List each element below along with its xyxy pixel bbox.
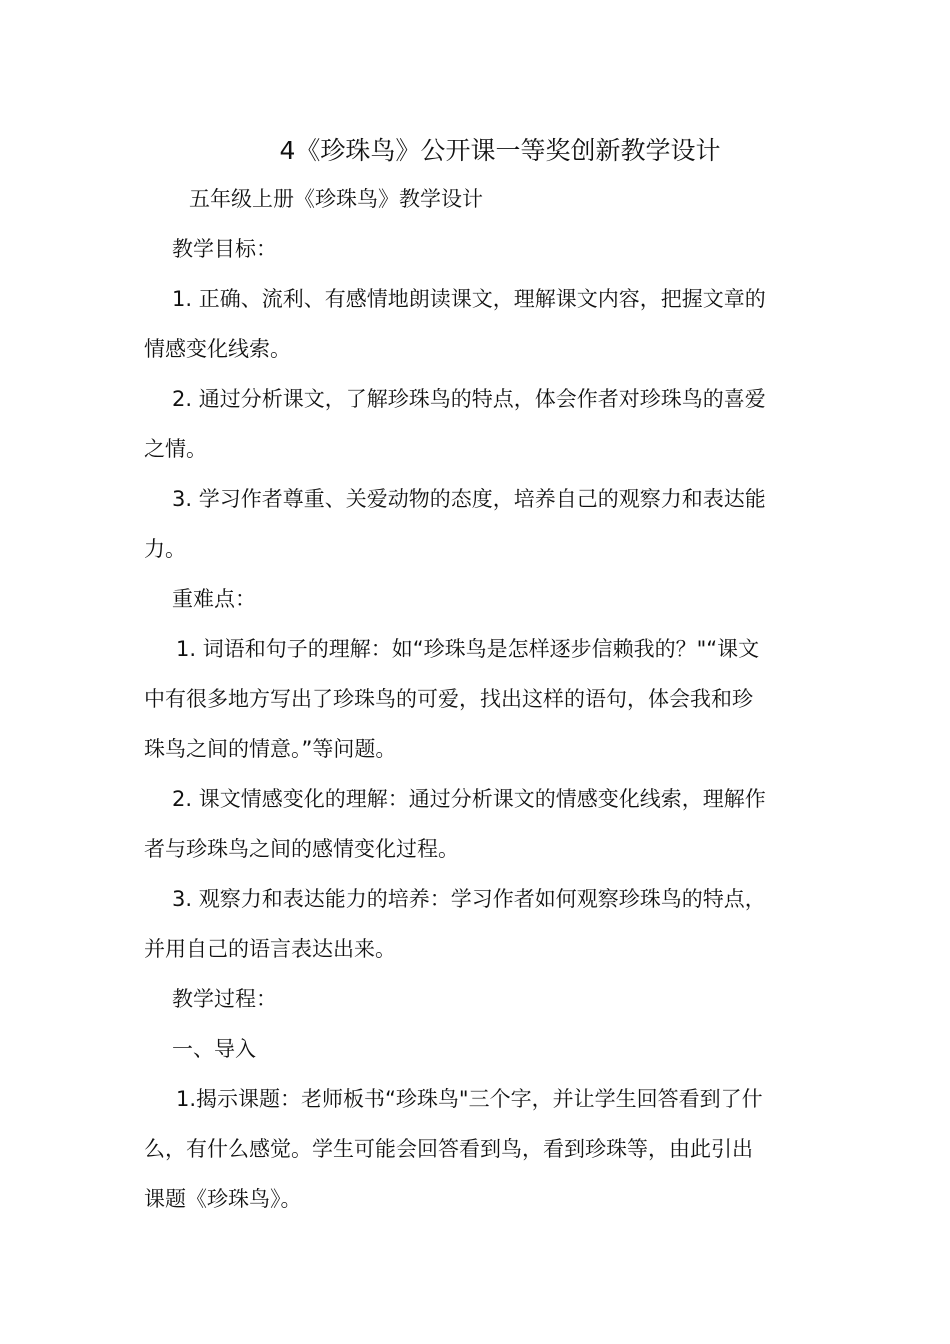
paragraph-line: 中有很多地方写出了珍珠鸟的可爱，找出这样的语句，体会我和珍 [144, 687, 753, 711]
paragraph-line: 之情。 [144, 437, 207, 461]
paragraph-line: 3. 学习作者尊重、关爱动物的态度，培养自己的观察力和表达能 [172, 487, 766, 511]
section-heading-intro: 一、导入 [172, 1037, 256, 1061]
paragraph-line: 者与珍珠鸟之间的感情变化过程。 [144, 837, 459, 861]
paragraph-line: 3. 观察力和表达能力的培养：学习作者如何观察珍珠鸟的特点， [172, 887, 766, 911]
section-heading-keypoints: 重难点： [172, 587, 256, 611]
paragraph-line: 2. 通过分析课文，了解珍珠鸟的特点，体会作者对珍珠鸟的喜爱 [172, 387, 766, 411]
paragraph-line: 2. 课文情感变化的理解：通过分析课文的情感变化线索，理解作 [172, 787, 766, 811]
paragraph-line: 课题《珍珠鸟》。 [144, 1187, 302, 1211]
document-title: 4《珍珠鸟》公开课一等奖创新教学设计 [279, 136, 721, 165]
paragraph-line: 1. 词语和句子的理解：如“珍珠鸟是怎样逐步信赖我的？"“课文 [176, 637, 760, 661]
paragraph-line: 并用自己的语言表达出来。 [144, 937, 396, 961]
paragraph-line: 力。 [144, 537, 186, 561]
subtitle-line: 五年级上册《珍珠鸟》教学设计 [189, 187, 483, 211]
paragraph-line: 1. 正确、流利、有感情地朗读课文，理解课文内容，把握文章的 [172, 287, 766, 311]
paragraph-line: 珠鸟之间的情意。”等问题。 [144, 737, 397, 761]
section-heading-goals: 教学目标： [172, 237, 277, 261]
section-heading-process: 教学过程： [172, 987, 277, 1011]
paragraph-line: 么，有什么感觉。学生可能会回答看到鸟，看到珍珠等，由此引出 [144, 1137, 753, 1161]
paragraph-line: 情感变化线索。 [144, 337, 291, 361]
paragraph-line: 1.揭示课题：老师板书“珍珠鸟"三个字，并让学生回答看到了什 [176, 1087, 763, 1111]
